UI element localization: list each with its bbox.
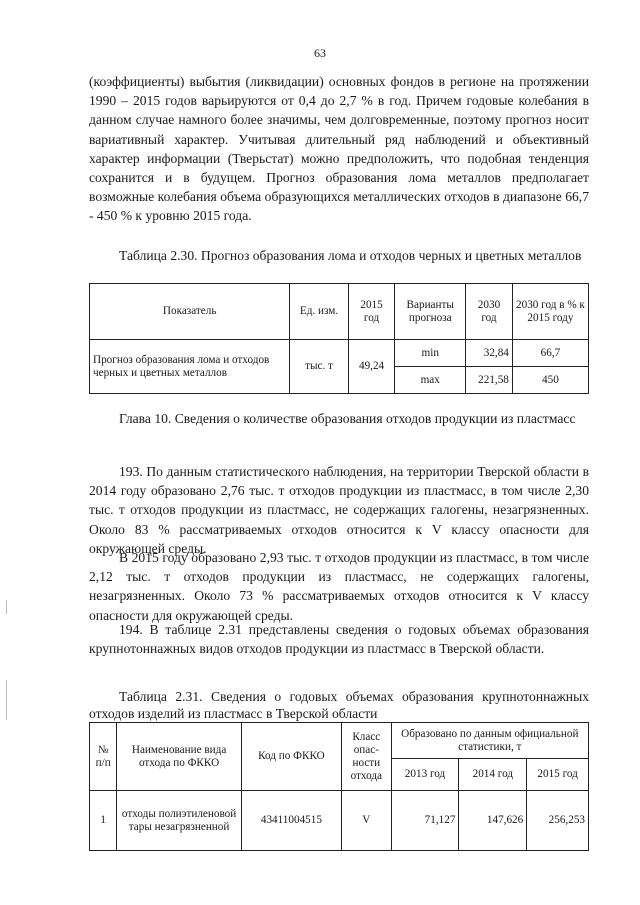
table-2-31 xyxy=(89,722,589,851)
row-number: 1 xyxy=(90,791,117,851)
paragraph-2015: В 2015 году образовано 2,93 тыс. т отходов продукции из пластмасс, в том числе 2,12 тыс. т отходов продукции из пластмасс, не содержащих галогены, незагрязненных. Около 73 % рассматриваемых отходов относится к V классу опасности для окружающей среды. xyxy=(89,550,589,623)
variant-cell: max xyxy=(395,367,466,394)
variant-cell: min xyxy=(395,340,466,367)
table-2-31-caption: Таблица 2.31. Сведения о годовых объемах образования крупнотоннажных отходов изделий из пластмасс в Тверской области xyxy=(89,689,589,721)
chapter-10-title: Глава 10. Сведения о количестве образования отходов продукции из пластмасс xyxy=(119,411,576,426)
header-2014: 2014 год xyxy=(459,759,527,791)
row-2015: 256,253 xyxy=(527,791,589,851)
row-2014: 147,626 xyxy=(459,791,527,851)
header-hazard-class: Класс опас- ности отхода xyxy=(342,723,392,791)
unit-cell: тыс. т xyxy=(290,340,348,394)
percent-cell: 450 xyxy=(512,367,588,394)
row-hazard-class: V xyxy=(342,791,392,851)
header-2015: 2015 год xyxy=(348,284,395,340)
paragraph-194: 194. В таблице 2.31 представлены сведения о годовых объемах образования крупнотоннажных видов отходов продукции из пластмасс в Тверской области. xyxy=(89,622,589,657)
header-unit: Ед. изм. xyxy=(290,284,348,340)
year-2030-cell: 32,84 xyxy=(466,340,513,367)
header-2013: 2013 год xyxy=(391,759,459,791)
header-fkko-code: Код по ФККО xyxy=(241,723,341,791)
header-percent: 2030 год в % к 2015 году xyxy=(512,284,588,340)
table-row xyxy=(90,791,589,851)
row-2013: 71,127 xyxy=(391,791,459,851)
header-2015: 2015 год xyxy=(527,759,589,791)
header-waste-name: Наименование вида отхода по ФККО xyxy=(117,723,241,791)
indicator-cell: Прогноз образования лома и отходов черных и цветных металлов xyxy=(90,340,290,394)
year-2030-cell: 221,58 xyxy=(466,367,513,394)
scan-margin-mark xyxy=(6,680,7,720)
header-variant: Варианты прогноза xyxy=(395,284,466,340)
row-fkko-code: 43411004515 xyxy=(241,791,341,851)
table-2-30-caption: Таблица 2.30. Прогноз образования лома и отходов черных и цветных металлов xyxy=(119,248,582,263)
table-row xyxy=(90,340,589,367)
scan-margin-mark xyxy=(6,600,7,614)
header-formed-group: Образовано по данным официальной статистики, т xyxy=(391,723,588,759)
page-number: 63 xyxy=(314,46,326,60)
value-2015-cell: 49,24 xyxy=(348,340,395,394)
row-waste-name: отходы полиэтиленовой тары незагрязненной xyxy=(117,791,241,851)
paragraph-193: 193. По данным статистического наблюдения, на территории Тверской области в 2014 году образовано 2,76 тыс. т отходов продукции из пластмасс, в том числе 2,30 тыс. т отходов продукции из пластмасс, не содержащих галогены, незагрязненных. Около 83 % рассматриваемых отходов относится к V классу опасности для окружающей среды. xyxy=(89,464,589,556)
header-indicator: Показатель xyxy=(90,284,290,340)
intro-paragraph: (коэффициенты) выбытия (ликвидации) основных фондов в регионе на протяжении 1990 – 2015 годов варьируются от 0,4 до 2,7 % в год. Причем годовые колебания в данном случае намного более значимы, чем долговременные, поэтому прогноз носит вариативный характер. Учитывая длительный ряд наблюдений и объективный характер информации (Тверьстат) можно предположить, что подобная тенденция сохранится и в будущем. Прогноз образования лома металлов предполагает возможные колебания объема образующихся металлических отходов в диапазоне 66,7 - 450 % к уровню 2015 года. xyxy=(89,74,589,224)
table-2-30 xyxy=(89,283,589,394)
percent-cell: 66,7 xyxy=(512,340,588,367)
header-number: № п/п xyxy=(90,723,117,791)
header-2030: 2030 год xyxy=(466,284,513,340)
